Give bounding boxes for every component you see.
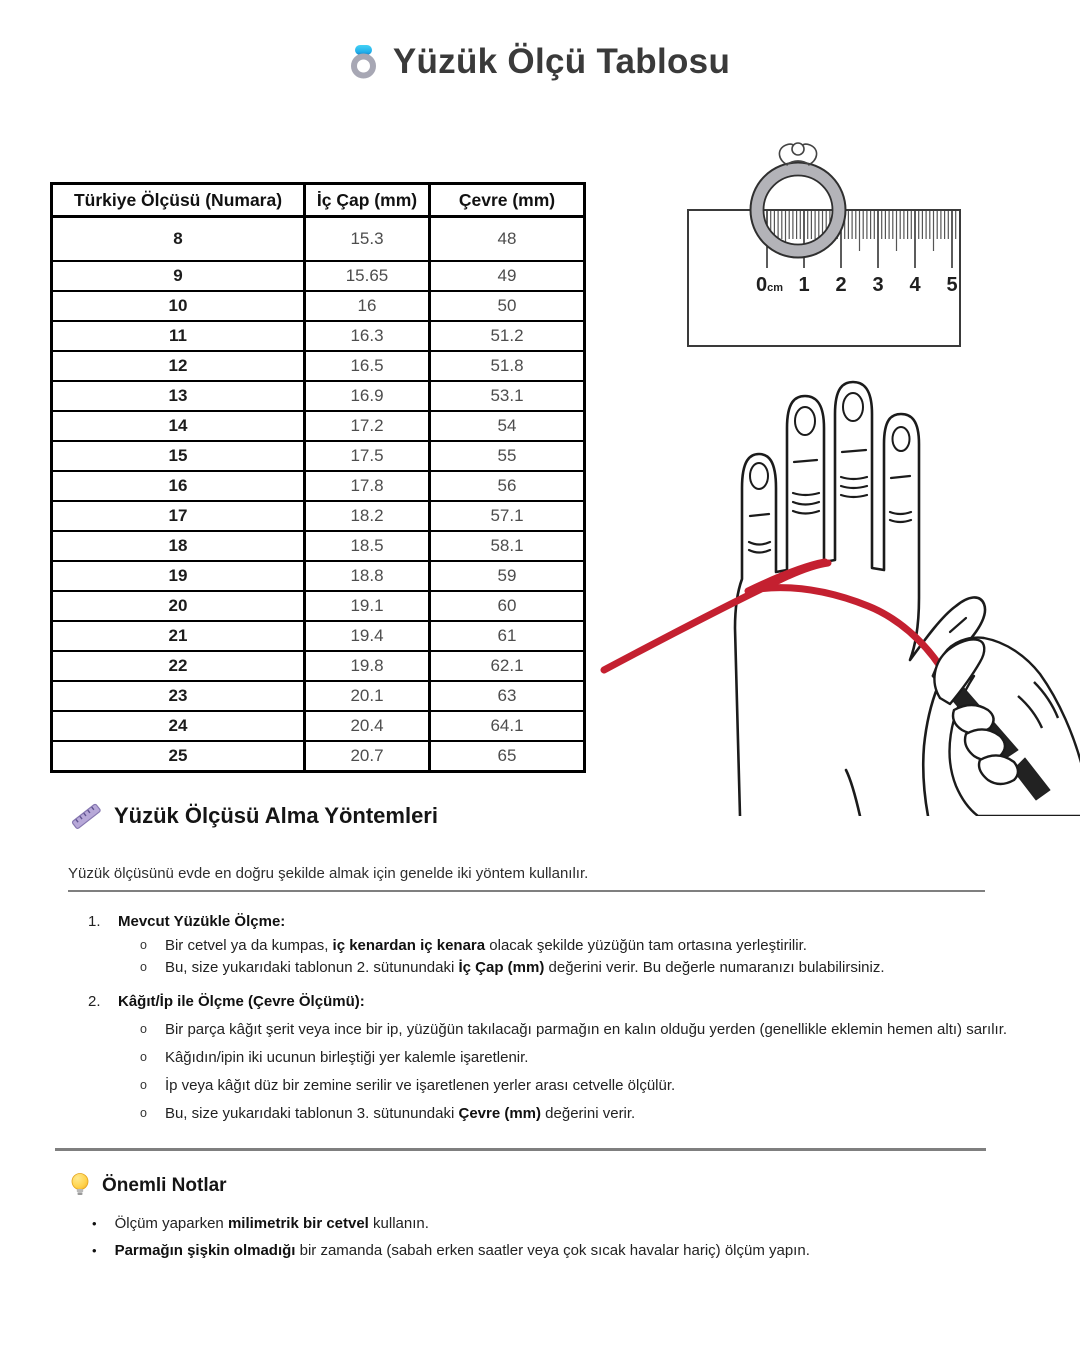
ruler-label-0: 0cm (756, 274, 784, 296)
bullet-text: Bir cetvel ya da kumpas, iç kenardan iç kenara olacak şekilde yüzüğün tam ortasına yerleştirilir. (164, 937, 807, 954)
value-cell: 48 (430, 217, 585, 262)
table-row (52, 217, 585, 262)
method-bullet (140, 1077, 1008, 1094)
table-row (52, 681, 585, 711)
size-cell: 10 (52, 291, 305, 321)
size-cell: 25 (52, 741, 305, 772)
value-cell: 20.1 (305, 681, 430, 711)
bullet-marker: o (140, 1106, 147, 1120)
value-cell: 20.4 (305, 711, 430, 741)
svg-text:2: 2 (835, 274, 847, 296)
notes-title: Önemli Notlar (102, 1174, 227, 1196)
svg-text:5: 5 (946, 274, 958, 296)
table-header-row (52, 184, 585, 217)
value-cell: 18.2 (305, 501, 430, 531)
item-title: Kâğıt/İp ile Ölçme (Çevre Ölçümü): (118, 993, 365, 1010)
ring-on-ruler-illustration (660, 133, 990, 361)
bullet-marker: o (140, 938, 147, 952)
ring-crown (779, 143, 816, 165)
value-cell: 16.3 (305, 321, 430, 351)
value-cell: 56 (430, 471, 585, 501)
ring-on-ruler-svg (660, 133, 990, 361)
size-cell: 22 (52, 651, 305, 681)
size-cell: 20 (52, 591, 305, 621)
value-cell: 51.2 (430, 321, 585, 351)
methods-title: Yüzük Ölçüsü Alma Yöntemleri (114, 803, 438, 828)
method-item-2-head (88, 993, 1008, 1010)
bullet-marker: o (140, 1050, 147, 1064)
ring-icon (350, 44, 377, 80)
value-cell: 62.1 (430, 651, 585, 681)
bullet-text: İp veya kâğıt düz bir zemine serilir ve işaretlenen yerler arası cetvelle ölçülür. (164, 1077, 676, 1094)
size-cell: 9 (52, 261, 305, 291)
value-cell: 16.5 (305, 351, 430, 381)
size-cell: 13 (52, 381, 305, 411)
size-cell: 17 (52, 501, 305, 531)
value-cell: 15.3 (305, 217, 430, 262)
divider (68, 890, 985, 892)
item-title: Mevcut Yüzükle Ölçme: (118, 913, 286, 930)
col-header-circumference: Çevre (mm) (430, 184, 585, 217)
method-bullet (140, 959, 1008, 976)
table-row (52, 261, 585, 291)
value-cell: 19.8 (305, 651, 430, 681)
size-cell: 14 (52, 411, 305, 441)
table-row (52, 291, 585, 321)
size-cell: 8 (52, 217, 305, 262)
ring-size-table (50, 182, 586, 773)
value-cell: 60 (430, 591, 585, 621)
table-row (52, 441, 585, 471)
value-cell: 54 (430, 411, 585, 441)
value-cell: 49 (430, 261, 585, 291)
table-row (52, 591, 585, 621)
note-bullet (92, 1215, 992, 1232)
methods-intro: Yüzük ölçüsünü evde en doğru şekilde almak için genelde iki yöntem kullanılır. (68, 865, 589, 882)
value-cell: 58.1 (430, 531, 585, 561)
size-cell: 23 (52, 681, 305, 711)
ruler-icon (70, 802, 102, 830)
size-cell: 18 (52, 531, 305, 561)
bullet-text: Kâğıdın/ipin iki ucunun birleştiği yer kalemle işaretlenir. (164, 1049, 529, 1066)
col-header-inner-diameter: İç Çap (mm) (305, 184, 430, 217)
value-cell: 57.1 (430, 501, 585, 531)
note-text: Ölçüm yaparken milimetrik bir cetvel kullanın. (114, 1215, 429, 1232)
item-number: 1. (88, 913, 101, 930)
table-row (52, 351, 585, 381)
table-row (52, 711, 585, 741)
value-cell: 17.2 (305, 411, 430, 441)
note-bullet (92, 1242, 992, 1259)
table-row (52, 621, 585, 651)
bullet-marker: • (92, 1216, 97, 1231)
page-title: Yüzük Ölçü Tablosu (392, 42, 731, 81)
table-row (52, 321, 585, 351)
value-cell: 53.1 (430, 381, 585, 411)
value-cell: 17.5 (305, 441, 430, 471)
bullet-text: Bu, size yukarıdaki tablonun 2. sütunundaki İç Çap (mm) değerini verir. Bu değerle numaranızı bulabilirsiniz. (164, 959, 885, 976)
page-header (0, 42, 1080, 82)
table-row (52, 741, 585, 772)
bullet-text: Bir parça kâğıt şerit veya ince bir ip, yüzüğün takılacağı parmağın en kalın olduğu yerden (genellikle eklemin hemen altı) sarılır. (164, 1021, 1008, 1038)
table-row (52, 381, 585, 411)
value-cell: 19.4 (305, 621, 430, 651)
table-row (52, 471, 585, 501)
col-header-size: Türkiye Ölçüsü (Numara) (52, 184, 305, 217)
hand-string-svg (588, 366, 1080, 816)
value-cell: 20.7 (305, 741, 430, 772)
method-bullet (140, 1021, 1008, 1038)
svg-text:3: 3 (872, 274, 884, 296)
value-cell: 59 (430, 561, 585, 591)
size-cell: 19 (52, 561, 305, 591)
notes-list (92, 1215, 992, 1269)
divider (55, 1148, 986, 1151)
hand-string-illustration (588, 366, 1080, 816)
size-cell: 24 (52, 711, 305, 741)
value-cell: 63 (430, 681, 585, 711)
table-row (52, 411, 585, 441)
notes-section-header (70, 1172, 227, 1199)
methods-section-header (70, 802, 438, 830)
note-text: Parmağın şişkin olmadığı bir zamanda (sabah erken saatler veya çok sıcak havalar hariç) ölçüm yapın. (114, 1242, 810, 1259)
value-cell: 18.5 (305, 531, 430, 561)
method-bullet (140, 937, 1008, 954)
lightbulb-icon (70, 1172, 90, 1199)
size-cell: 15 (52, 441, 305, 471)
value-cell: 19.1 (305, 591, 430, 621)
method-item-1 (88, 913, 1008, 976)
bullet-marker: o (140, 1022, 147, 1036)
table-row (52, 501, 585, 531)
value-cell: 18.8 (305, 561, 430, 591)
value-cell: 65 (430, 741, 585, 772)
size-cell: 21 (52, 621, 305, 651)
svg-text:1: 1 (798, 274, 810, 296)
bullet-text: Bu, size yukarıdaki tablonun 3. sütunundaki Çevre (mm) değerini verir. (164, 1105, 636, 1122)
value-cell: 50 (430, 291, 585, 321)
value-cell: 61 (430, 621, 585, 651)
table-row (52, 531, 585, 561)
table-body (52, 217, 585, 772)
table-row (52, 561, 585, 591)
value-cell: 51.8 (430, 351, 585, 381)
value-cell: 15.65 (305, 261, 430, 291)
size-cell: 11 (52, 321, 305, 351)
size-cell: 16 (52, 471, 305, 501)
value-cell: 17.8 (305, 471, 430, 501)
item-number: 2. (88, 993, 101, 1010)
method-item-2 (88, 993, 1008, 1122)
table-row (52, 651, 585, 681)
size-cell: 12 (52, 351, 305, 381)
method-bullet (140, 1105, 1008, 1122)
bullet-marker: o (140, 1078, 147, 1092)
value-cell: 16 (305, 291, 430, 321)
method-item-1-head (88, 913, 1008, 930)
value-cell: 16.9 (305, 381, 430, 411)
svg-text:4: 4 (909, 274, 921, 296)
value-cell: 55 (430, 441, 585, 471)
bullet-marker: o (140, 960, 147, 974)
hand-outline (735, 382, 985, 816)
value-cell: 64.1 (430, 711, 585, 741)
bullet-marker: • (92, 1243, 97, 1258)
method-bullet (140, 1049, 1008, 1066)
